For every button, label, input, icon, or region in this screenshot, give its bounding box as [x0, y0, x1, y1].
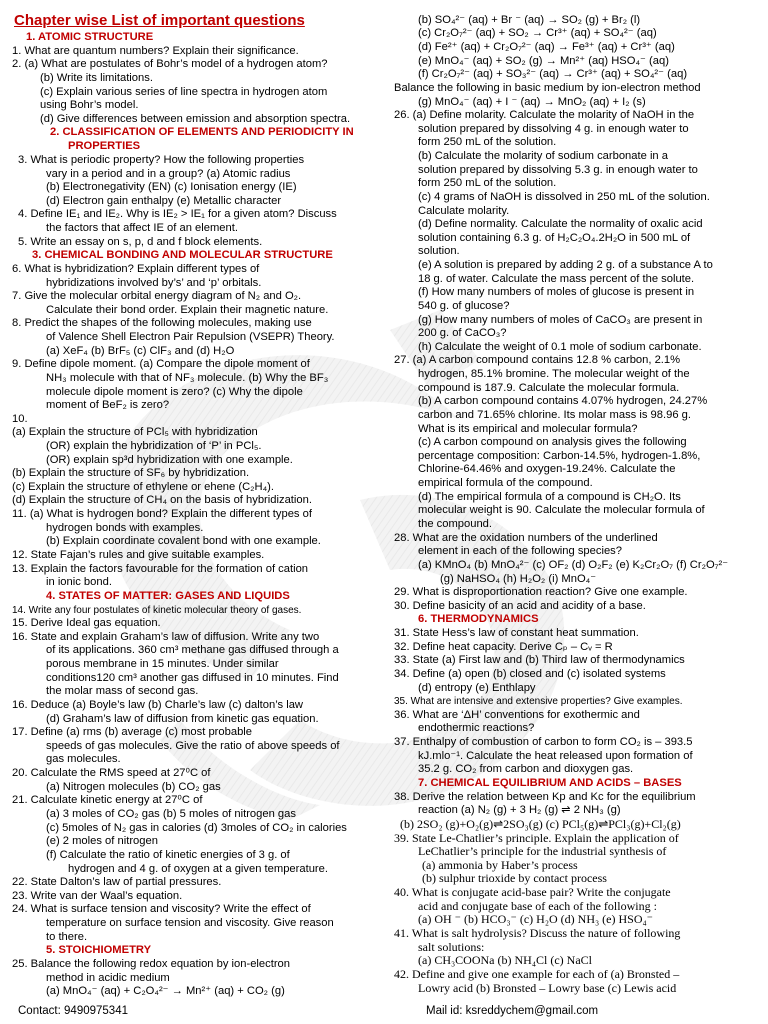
left-question-line: NH₃ molecule with that of NF₃ molecule. (b) Why the BF₃: [46, 372, 329, 384]
right-question-line: 26. (a) Define molarity. Calculate the molarity of NaOH in the: [394, 109, 695, 121]
right-question-line: (a) OH ⁻ (b) HCO₃⁻ (c) H₂O (d) NH₃ (e) HSO₄⁻: [418, 912, 654, 926]
left-question-line: (e) 2 moles of nitrogen: [46, 835, 158, 847]
left-section-heading: PROPERTIES: [68, 140, 141, 152]
left-question-line: temperature on surface tension and viscosity. Give reason: [46, 917, 334, 929]
right-question-line: (a) CH₃COONa (b) NH₄Cl (c) NaCl: [418, 953, 592, 967]
right-question-line: empirical formula of the compound.: [418, 477, 593, 489]
right-question-line: 34. Define (a) open (b) closed and (c) isolated systems: [394, 668, 666, 680]
right-question-line: endothermic reactions?: [418, 722, 535, 734]
left-question-line: 13. Explain the factors favourable for the formation of cation: [12, 563, 309, 575]
left-question-line: 23. Write van der Waal’s equation.: [12, 890, 183, 902]
left-question-line: (b) Write its limitations.: [40, 72, 153, 84]
right-question-line: reaction (a) N₂ (g) + 3 H₂ (g) ⇌ 2 NH₃ (g): [418, 804, 621, 816]
right-question-line: (b) 2SO₂ (g)+O₂(g)⇌2SO₃(g) (c) PCl₅(g)⇌PCl₃(g)+Cl₂(g): [400, 817, 681, 831]
right-question-line: acid and conjugate base of each of the following :: [418, 899, 657, 913]
left-question-line: 20. Calculate the RMS speed at 27⁰C of: [12, 767, 211, 779]
left-question-line: of its applications. 360 cm³ methane gas diffused through a: [46, 644, 339, 656]
left-question-line: (a) 3 moles of CO₂ gas (b) 5 moles of nitrogen gas: [46, 808, 296, 820]
left-question-line: (b) Explain the structure of SF₆ by hybridization.: [12, 467, 250, 479]
left-question-line: 16. Deduce (a) Boyle’s law (b) Charle’s law (c) dalton’s law: [12, 699, 303, 711]
left-question-line: 25. Balance the following redox equation by ion-electron: [12, 958, 291, 970]
left-question-line: porous membrane in 15 minutes. Under similar: [46, 658, 279, 670]
right-question-line: 38. Derive the relation between Kp and Kc for the equilibrium: [394, 791, 696, 803]
right-question-line: (b) A carbon compound contains 4.07% hydrogen, 24.27%: [418, 395, 708, 407]
left-question-line: (b) Explain coordinate covalent bond with one example.: [46, 535, 321, 547]
left-question-line: 7. Give the molecular orbital energy diagram of N₂ and O₂.: [12, 290, 302, 302]
right-question-line: 36. What are ‘ΔH’ conventions for exothermic and: [394, 709, 640, 721]
right-question-line: Lowry acid (b) Bronsted – Lowry base (c) Lewis acid: [418, 981, 677, 995]
footer-mail: Mail id: ksreddychem@gmail.com: [426, 1005, 599, 1017]
right-question-line: (b) sulphur trioxide by contact process: [422, 871, 607, 885]
right-question-line: solution prepared by dissolving 4 g. in enough water to: [418, 123, 689, 135]
right-question-line: (e) A solution is prepared by adding 2 g. of a substance A to: [418, 259, 713, 271]
right-question-line: (c) A carbon compound on analysis gives the following: [418, 436, 687, 448]
left-question-line: (d) Electron gain enthalpy (e) Metallic character: [46, 195, 282, 207]
right-question-line: (a) ammonia by Haber’s process: [422, 858, 578, 872]
left-question-line: (a) XeF₄ (b) BrF₅ (c) ClF₃ and (d) H₂O: [46, 345, 235, 357]
right-question-line: form 250 mL of the solution.: [418, 136, 557, 148]
left-question-line: method in acidic medium: [46, 972, 170, 984]
right-question-line: 29. What is disproportionation reaction? Give one example.: [394, 586, 688, 598]
left-question-line: 22. State Dalton’s law of partial pressures.: [12, 876, 222, 888]
left-question-line: (d) Give differences between emission and absorption spectra.: [40, 113, 351, 125]
left-question-line: 24. What is surface tension and viscosity? Write the effect of: [12, 903, 311, 915]
left-question-line: 8. Predict the shapes of the following molecules, making use: [12, 317, 312, 329]
left-question-line: 21. Calculate kinetic energy at 27⁰C of: [12, 794, 203, 806]
left-question-line: molecule dipole moment is zero? (c) Why the dipole: [46, 386, 303, 398]
right-question-line: (b) Calculate the molarity of sodium carbonate in a: [418, 150, 668, 162]
left-question-line: moment of BeF₂ is zero?: [46, 399, 170, 411]
left-question-line: 4. Define IE₁ and IE₂. Why is IE₂ > IE₁ for a given atom? Discuss: [18, 208, 337, 220]
left-section-heading: 5. STOICHIOMETRY: [46, 944, 152, 956]
left-question-line: of Valence Shell Electron Pair Repulsion (VSEPR) Theory.: [46, 331, 335, 343]
right-question-line: (f) Cr₂O₇²⁻ (aq) + SO₃²⁻ (aq) → Cr³⁺ (aq) + SO₄²⁻ (aq): [418, 68, 688, 80]
left-section-heading: 2. CLASSIFICATION OF ELEMENTS AND PERIODICITY IN: [50, 126, 354, 138]
left-question-line: Calculate their bond order. Explain their magnetic nature.: [46, 304, 329, 316]
right-question-line: LeChatlier’s principle for the industrial synthesis of: [418, 844, 667, 858]
left-question-line: (OR) explain sp³d hybridization with one example.: [46, 454, 293, 466]
left-question-line: speeds of gas molecules. Give the ratio of above speeds of: [46, 740, 340, 752]
left-question-line: 17. Define (a) rms (b) average (c) most probable: [12, 726, 253, 738]
left-section-heading: 3. CHEMICAL BONDING AND MOLECULAR STRUCTURE: [32, 249, 333, 261]
right-question-line: Chlorine-64.46% and oxygen-19.24%. Calculate the: [418, 463, 676, 475]
footer-contact: Contact: 9490975341: [18, 1005, 128, 1017]
left-question-line: 5. Write an essay on s, p, d and f block elements.: [18, 236, 263, 248]
right-question-line: What is its empirical and molecular formula?: [418, 423, 638, 435]
left-question-line: hydrogen bonds with examples.: [46, 522, 204, 534]
right-question-line: (d) Define normality. Calculate the normality of oxalic acid: [418, 218, 703, 230]
left-question-line: 15. Derive Ideal gas equation.: [12, 617, 161, 629]
left-question-line: 6. What is hybridization? Explain different types of: [12, 263, 260, 275]
right-question-line: 39. State Le-Chatlier’s principle. Explain the application of: [394, 831, 679, 845]
left-question-line: the molar mass of second gas.: [46, 685, 199, 697]
left-question-line: 1. What are quantum numbers? Explain their significance.: [12, 45, 299, 57]
right-question-line: (h) Calculate the weight of 0.1 mole of sodium carbonate.: [418, 341, 702, 353]
right-question-line: (d) Fe²⁺ (aq) + Cr₂O₇²⁻ (aq) → Fe³⁺ (aq) + Cr³⁺ (aq): [418, 41, 675, 53]
right-question-line: (c) 4 grams of NaOH is dissolved in 250 mL of the solution.: [418, 191, 710, 203]
left-question-line: (a) Explain the structure of PCl₅ with hybridization: [12, 426, 258, 438]
left-section-heading: 4. STATES OF MATTER: GASES AND LIQUIDS: [46, 590, 290, 602]
right-question-line: molecular weight is 90. Calculate the molecular formula of: [418, 504, 705, 516]
left-question-line: 16. State and explain Graham’s law of diffusion. Write any two: [12, 631, 320, 643]
left-question-line: (OR) explain the hybridization of ‘P’ in PCl₅.: [46, 440, 262, 452]
right-question-line: 200 g. of CaCO₃?: [418, 327, 507, 339]
left-section-heading: 1. ATOMIC STRUCTURE: [26, 31, 154, 43]
right-question-line: Balance the following in basic medium by ion-electron method: [394, 82, 701, 94]
left-question-line: (a) MnO₄⁻ (aq) + C₂O₄²⁻ → Mn²⁺ (aq) + CO₂ (g): [46, 985, 285, 997]
left-question-line: hydrogen and 4 g. of oxygen at a given temperature.: [68, 863, 328, 875]
right-question-line: carbon and 71.65% chlorine. Its molar mass is 98.96 g.: [418, 409, 691, 421]
left-question-line: 10.: [12, 413, 28, 425]
right-question-line: (d) entropy (e) Enthlapy: [418, 682, 536, 694]
right-question-line: solution prepared by dissolving 5.3 g. in enough water to: [418, 164, 698, 176]
left-question-line: gas molecules.: [46, 753, 121, 765]
right-question-line: salt solutions:: [418, 940, 485, 954]
left-question-line: (b) Electronegativity (EN) (c) Ionisation energy (IE): [46, 181, 297, 193]
right-question-line: (g) MnO₄⁻ (aq) + I ⁻ (aq) → MnO₂ (aq) + I₂ (s): [418, 96, 646, 108]
left-question-line: (d) Graham’s law of diffusion from kinetic gas equation.: [46, 713, 319, 725]
right-question-line: (a) KMnO₄ (b) MnO₄²⁻ (c) OF₂ (d) O₂F₂ (e) K₂Cr₂O₇ (f) Cr₂O₇²⁻: [418, 559, 729, 571]
left-question-line: to there.: [46, 931, 88, 943]
right-question-line: 32. Define heat capacity. Derive Cₚ – Cᵥ = R: [394, 641, 613, 653]
right-question-line: 540 g. of glucose?: [418, 300, 510, 312]
left-question-line: (c) Explain the structure of ethylene or ehene (C₂H₄).: [12, 481, 274, 493]
right-section-heading: 6. THERMODYNAMICS: [418, 613, 539, 625]
page-title: Chapter wise List of important questions: [14, 12, 305, 29]
left-question-line: the factors that affect IE of an element.: [46, 222, 238, 234]
right-question-line: percentage composition: Carbon-14.5%, hydrogen-1.8%,: [418, 450, 701, 462]
right-question-line: element in each of the following species?: [418, 545, 622, 557]
left-question-line: 11. (a) What is hydrogen bond? Explain the different types of: [12, 508, 312, 520]
right-question-line: (d) The empirical formula of a compound is CH₂O. Its: [418, 491, 681, 503]
right-question-line: (f) How many numbers of moles of glucose is present in: [418, 286, 695, 298]
right-question-line: 31. State Hess’s law of constant heat summation.: [394, 627, 639, 639]
right-question-line: 37. Enthalpy of combustion of carbon to form CO₂ is – 393.5: [394, 736, 693, 748]
right-question-line: (g) NaHSO₄ (h) H₂O₂ (i) MnO₄⁻: [440, 573, 597, 585]
right-question-line: hydrogen, 85.1% bromine. The molecular weight of the: [418, 368, 690, 380]
right-question-line: (e) MnO₄⁻ (aq) + SO₂ (g) → Mn²⁺ (aq) HSO₄⁻ (aq): [418, 55, 669, 67]
left-question-line: (f) Calculate the ratio of kinetic energies of 3 g. of: [46, 849, 290, 861]
right-question-line: form 250 mL of the solution.: [418, 177, 557, 189]
left-question-line: 2. (a) What are postulates of Bohr’s model of a hydrogen atom?: [12, 58, 328, 70]
right-question-line: solution.: [418, 245, 460, 257]
left-question-line: (a) Nitrogen molecules (b) CO₂ gas: [46, 781, 221, 793]
left-question-line: in ionic bond.: [46, 576, 112, 588]
right-question-line: 42. Define and give one example for each of (a) Bronsted –: [394, 967, 680, 981]
left-question-line: hybridizations involved by’s’ and ‘p’ orbitals.: [46, 277, 262, 289]
left-question-line: 12. State Fajan’s rules and give suitable examples.: [12, 549, 265, 561]
left-question-line: (d) Explain the structure of CH₄ on the basis of hybridization.: [12, 494, 312, 506]
left-question-line: (c) 5moles of N₂ gas in calories (d) 3moles of CO₂ in calories: [46, 822, 347, 834]
right-question-line: solution containing 6.3 g. of H₂C₂O₄.2H₂O in 500 mL of: [418, 232, 691, 244]
left-question-line: using Bohr’s model.: [40, 99, 139, 111]
left-question-line: 14. Write any four postulates of kinetic molecular theory of gases.: [12, 605, 302, 616]
left-question-line: 3. What is periodic property? How the following properties: [18, 154, 305, 166]
left-question-line: (c) Explain various series of line spectra in hydrogen atom: [40, 86, 328, 98]
right-question-line: 35. What are intensive and extensive properties? Give examples.: [394, 696, 683, 707]
right-question-line: compound is 187.9. Calculate the molecular formula.: [418, 382, 680, 394]
right-question-line: 41. What is salt hydrolysis? Discuss the nature of following: [394, 926, 681, 940]
right-question-line: (c) Cr₂O₇²⁻ (aq) + SO₂ → Cr³⁺ (aq) + SO₄²⁻ (aq): [418, 27, 657, 39]
right-question-line: 40. What is conjugate acid-base pair? Write the conjugate: [394, 885, 671, 899]
right-question-line: kJ.mlo⁻¹. Calculate the heat released upon formation of: [418, 750, 693, 762]
right-question-line: Calculate molarity.: [418, 205, 510, 217]
left-question-line: vary in a period and in a group? (a) Atomic radius: [46, 168, 291, 180]
right-question-line: 18 g. of water. Calculate the mass percent of the solute.: [418, 273, 695, 285]
right-question-line: (b) SO₄²⁻ (aq) + Br ⁻ (aq) → SO₂ (g) + Br₂ (l): [418, 14, 641, 26]
right-question-line: 30. Define basicity of an acid and acidity of a base.: [394, 600, 646, 612]
right-question-line: the compound.: [418, 518, 493, 530]
left-question-line: conditions120 cm³ another gas diffused in 10 minutes. Find: [46, 672, 339, 684]
right-question-line: 33. State (a) First law and (b) Third law of thermodynamics: [394, 654, 685, 666]
right-question-line: 27. (a) A carbon compound contains 12.8 % carbon, 2.1%: [394, 354, 681, 366]
right-question-line: 28. What are the oxidation numbers of the underlined: [394, 532, 658, 544]
right-question-line: (g) How many numbers of moles of CaCO₃ are present in: [418, 314, 703, 326]
right-section-heading: 7. CHEMICAL EQUILIBRIUM AND ACIDS – BASES: [418, 777, 682, 789]
right-question-line: 35.2 g. CO₂ from carbon and dioxygen gas.: [418, 763, 634, 775]
left-question-line: 9. Define dipole moment. (a) Compare the dipole moment of: [12, 358, 310, 370]
